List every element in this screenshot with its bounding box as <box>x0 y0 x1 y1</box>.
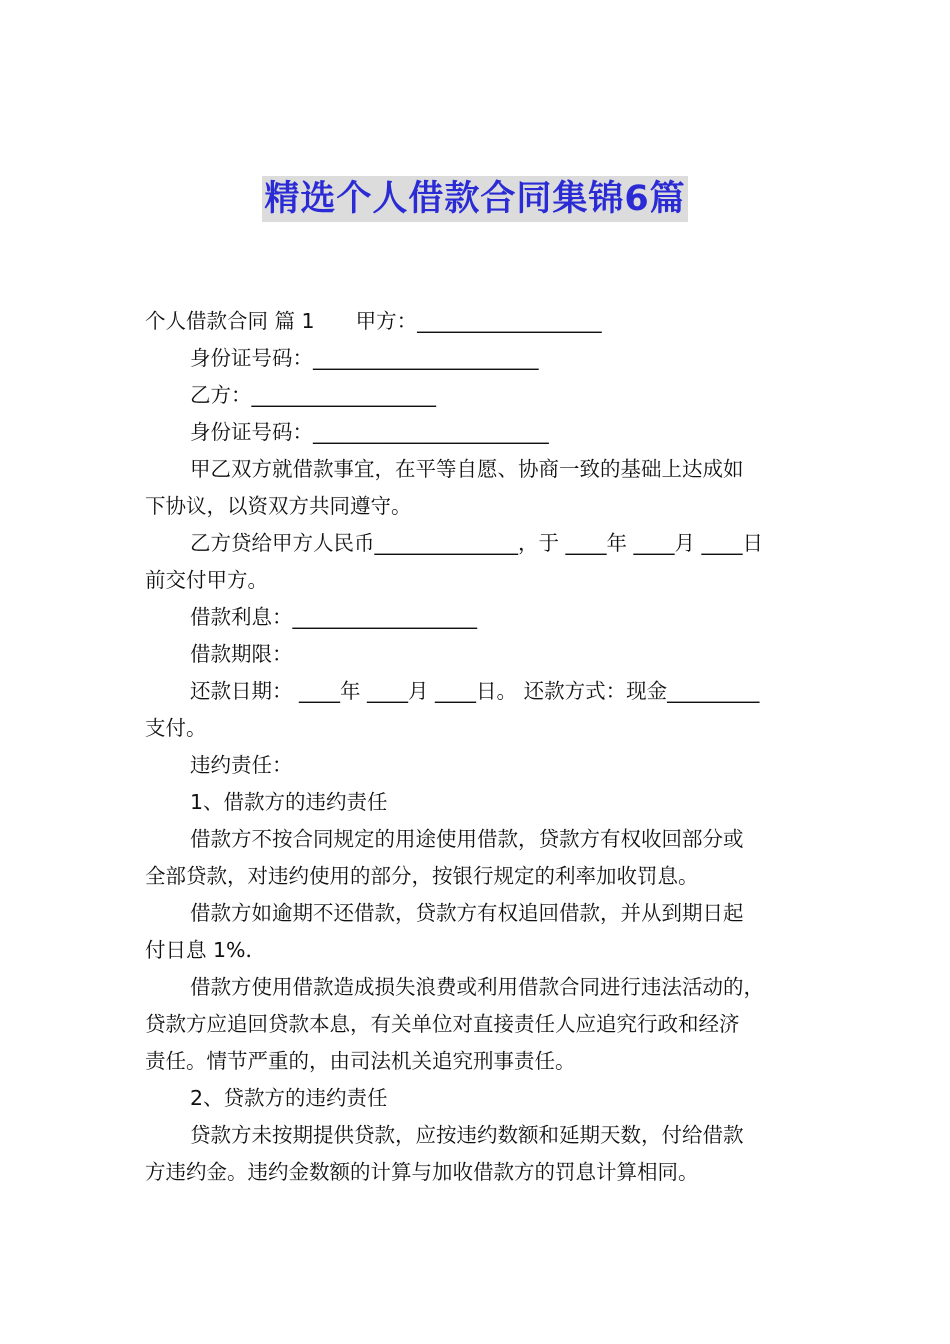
liability-heading: 违约责任： <box>190 753 293 777</box>
paragraph-line: 方违约金。违约金数额的计算与加收借款方的罚息计算相同。 <box>145 1160 699 1184</box>
document-title: 精选个人借款合同集锦6篇 <box>262 176 687 222</box>
interest-line: 借款利息：__________________ <box>190 605 477 629</box>
paragraph-line: 借款方不按合同规定的用途使用借款，贷款方有权收回部分或 <box>190 827 744 851</box>
lender-delay-paragraph <box>145 1117 815 1191</box>
borrower-liability-heading: 1、借款方的违约责任 <box>190 790 388 814</box>
overdue-paragraph <box>145 895 815 969</box>
paragraph-line: 借款方如逾期不还借款，贷款方有权追回借款，并从到期日起 <box>190 901 744 925</box>
repayment-paragraph <box>145 673 815 747</box>
party-a-id-line: 身份证号码：______________________ <box>190 346 539 370</box>
paragraph-line: 付日息 1%． <box>145 938 267 962</box>
paragraph-line: 支付。 <box>145 716 207 740</box>
paragraph-line: 还款日期： ____年 ____月 ____日。 还款方式：现金_________ <box>190 679 760 703</box>
term-line: 借款期限： <box>190 642 293 666</box>
party-b-id-line: 身份证号码：_______________________ <box>190 420 549 444</box>
agreement-paragraph <box>145 451 815 525</box>
paragraph-line: 责任。情节严重的，由司法机关追究刑事责任。 <box>145 1049 576 1073</box>
paragraph-line: 贷款方应追回贷款本息，有关单位对直接责任人应追究行政和经济 <box>145 1012 740 1036</box>
paragraph-line: 借款方使用借款造成损失浪费或利用借款合同进行违法活动的， <box>190 975 764 999</box>
misuse-paragraph <box>145 821 815 895</box>
lender-liability-heading: 2、贷款方的违约责任 <box>190 1086 388 1110</box>
paragraph-line: 贷款方未按期提供贷款，应按违约数额和延期天数，付给借款 <box>190 1123 744 1147</box>
paragraph-line: 前交付甲方。 <box>145 568 268 592</box>
paragraph-line: 下协议，以资双方共同遵守。 <box>145 494 412 518</box>
party-b-line: 乙方：__________________ <box>190 383 436 407</box>
title-wrap <box>0 176 950 222</box>
document-body <box>145 303 815 1191</box>
paragraph-line: 乙方贷给甲方人民币______________，于 ____年 ____月 ____日 <box>190 531 764 555</box>
illegal-use-paragraph <box>145 969 815 1080</box>
paragraph-line: 甲乙双方就借款事宜，在平等自愿、协商一致的基础上达成如 <box>190 457 744 481</box>
loan-amount-paragraph <box>145 525 815 599</box>
contract-heading-line: 个人借款合同 篇 1 甲方：__________________ <box>145 309 602 333</box>
paragraph-line: 全部贷款，对违约使用的部分，按银行规定的利率加收罚息。 <box>145 864 699 888</box>
